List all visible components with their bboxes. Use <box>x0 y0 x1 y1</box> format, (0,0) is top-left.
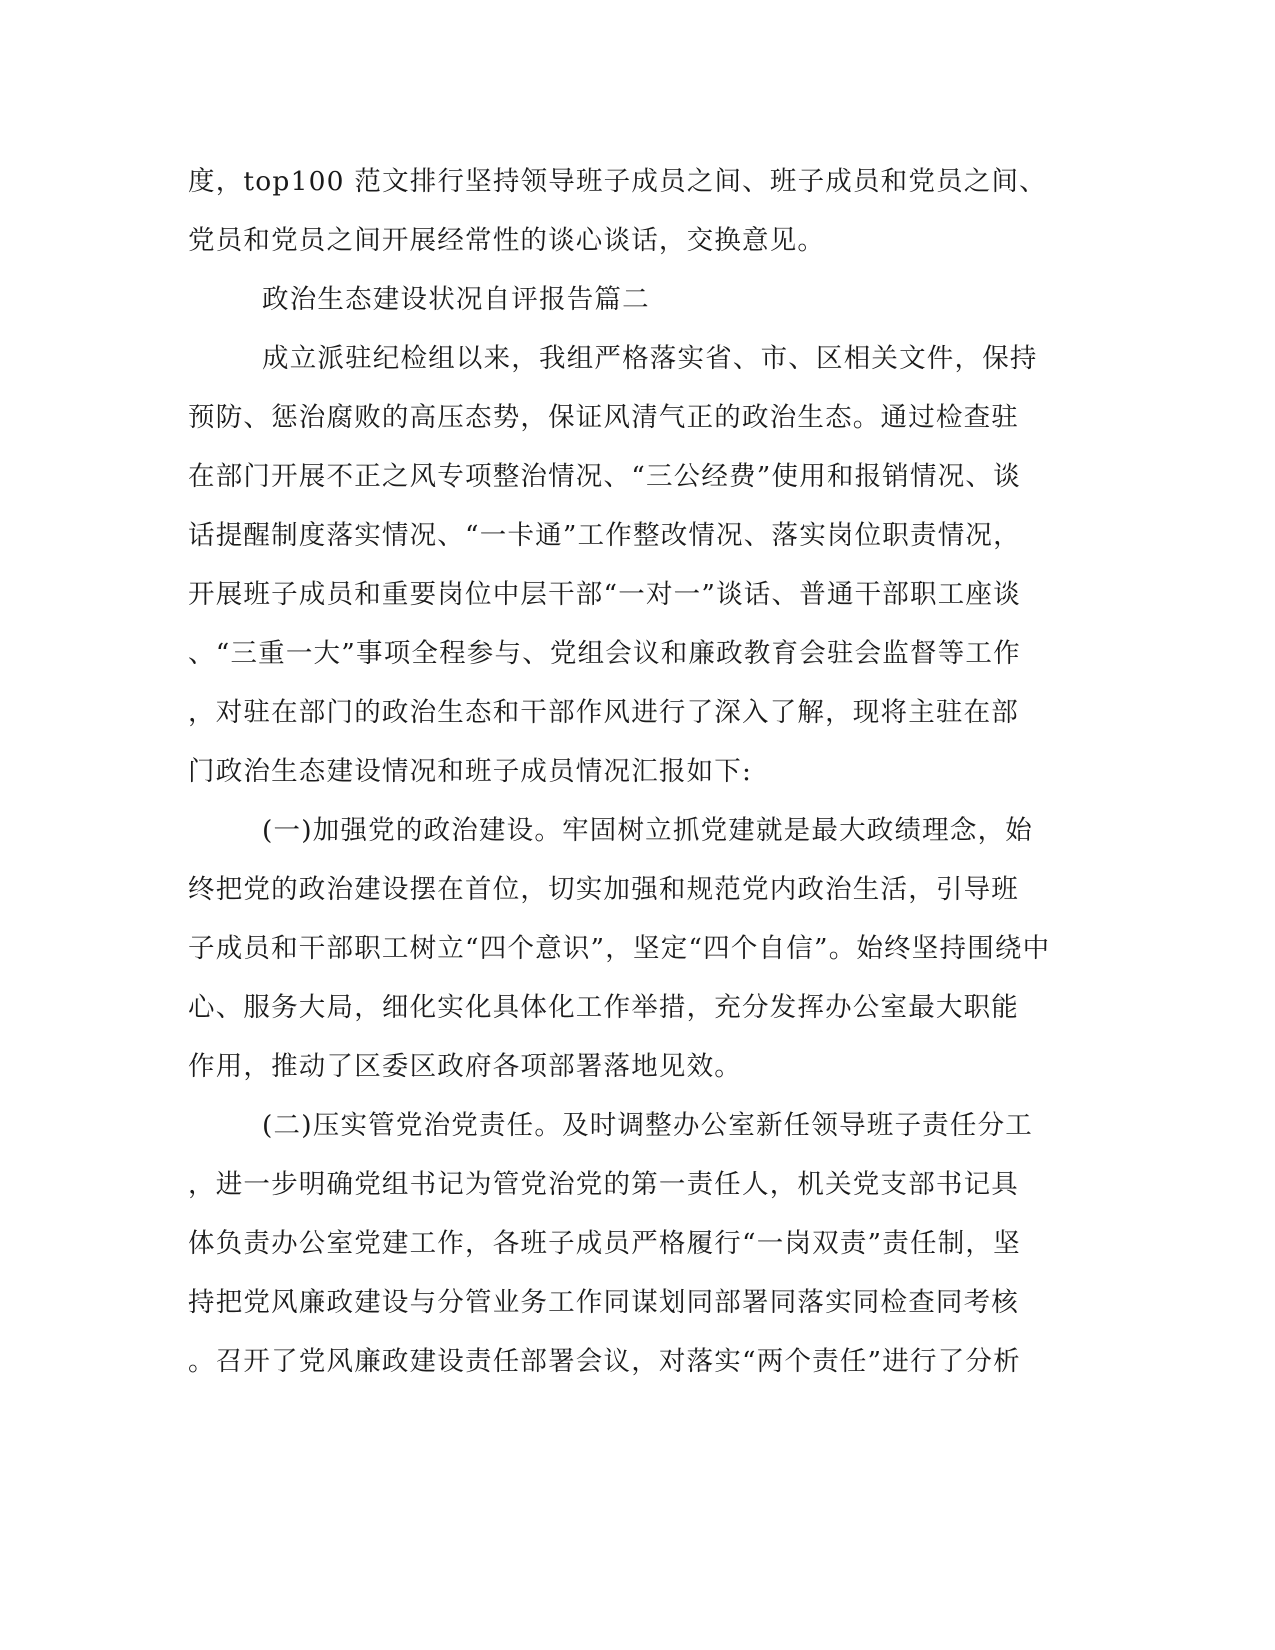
text-line: 成立派驻纪检组以来，我组严格落实省、市、区相关文件，保持 <box>262 343 1038 374</box>
text-line: 子成员和干部职工树立“四个意识”，坚定“四个自信”。始终坚持围绕中 <box>188 933 1051 964</box>
text-line: 、“三重一大”事项全程参与、党组会议和廉政教育会驻会监督等工作 <box>188 638 1021 669</box>
text-line: 体负责办公室党建工作，各班子成员严格履行“一岗双责”责任制，坚 <box>188 1228 1021 1259</box>
section-heading: 政治生态建设状况自评报告篇二 <box>262 284 650 315</box>
text-line: 终把党的政治建设摆在首位，切实加强和规范党内政治生活，引导班 <box>188 874 1019 905</box>
text-line: ，对驻在部门的政治生态和干部作风进行了深入了解，现将主驻在部 <box>188 697 1019 728</box>
text-line: 党员和党员之间开展经常性的谈心谈话，交换意见。 <box>188 225 826 256</box>
text-line: 话提醒制度落实情况、“一卡通”工作整改情况、落实岗位职责情况， <box>188 520 1021 551</box>
text-line: 度，top100 范文排行坚持领导班子成员之间、班子成员和党员之间、 <box>188 166 1047 197</box>
text-line: ，进一步明确党组书记为管党治党的第一责任人，机关党支部书记具 <box>188 1169 1019 1200</box>
text-line: 作用，推动了区委区政府各项部署落地见效。 <box>188 1051 742 1082</box>
text-line: 持把党风廉政建设与分管业务工作同谋划同部署同落实同检查同考核 <box>188 1287 1019 1318</box>
text-line: (一)加强党的政治建设。牢固树立抓党建就是最大政绩理念，始 <box>262 815 1033 846</box>
text-line: 心、服务大局，细化实化具体化工作举措，充分发挥办公室最大职能 <box>188 992 1019 1023</box>
text-line: (二)压实管党治党责任。及时调整办公室新任领导班子责任分工 <box>262 1110 1033 1141</box>
text-line: 门政治生态建设情况和班子成员情况汇报如下: <box>188 756 753 787</box>
text-line: 预防、惩治腐败的高压态势，保证风清气正的政治生态。通过检查驻 <box>188 402 1019 433</box>
text-line: 开展班子成员和重要岗位中层干部“一对一”谈话、普通干部职工座谈 <box>188 579 1021 610</box>
text-line: 。召开了党风廉政建设责任部署会议，对落实“两个责任”进行了分析 <box>188 1346 1021 1377</box>
text-line: 在部门开展不正之风专项整治情况、“三公经费”使用和报销情况、谈 <box>188 461 1021 492</box>
